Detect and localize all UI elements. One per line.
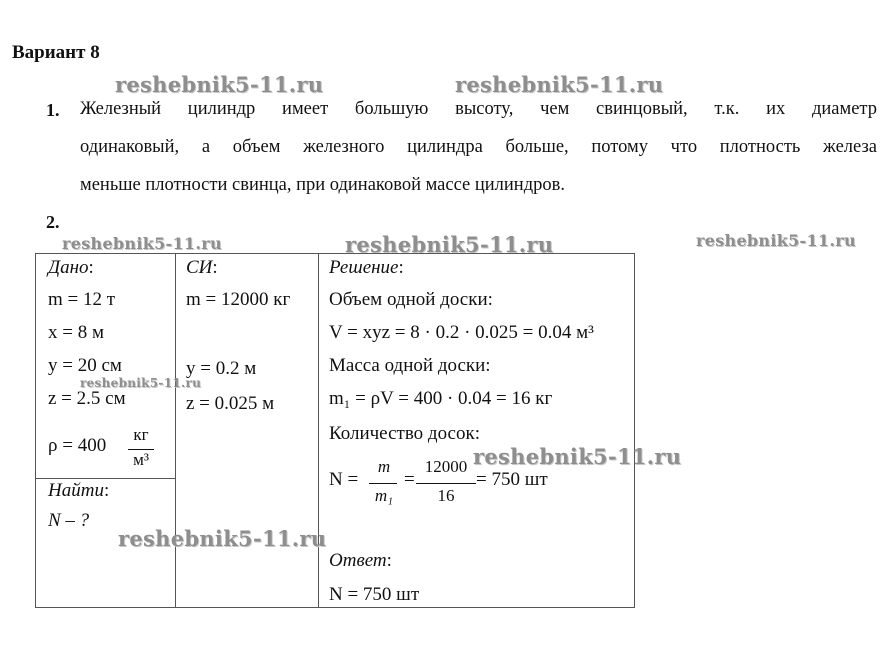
fraction-1-denominator: m₁ [374,486,394,505]
count-label: Количество досок: [329,423,480,444]
column-divider [175,254,176,607]
count-lhs: N = [329,469,359,490]
column-divider [318,254,319,607]
watermark: reshebnik5-11.ru [80,376,202,390]
watermark: reshebnik5-11.ru [473,444,682,469]
watermark: reshebnik5-11.ru [62,234,222,253]
problem-2-number: 2. [46,212,60,232]
mass-label: Масса одной доски: [329,355,491,376]
problem-1-number: 1. [46,100,60,120]
find-header: Найти: [48,480,110,501]
mass-formula: m₁ = ρV = 400 · 0.04 = 16 кг [329,388,553,409]
si-header: СИ: [186,257,218,278]
si-mass: m = 12000 кг [186,289,291,310]
volume-formula: V = xyz = 8 · 0.2 · 0.025 = 0.04 м³ [329,322,594,343]
watermark: reshebnik5-11.ru [115,72,324,97]
given-mass: m = 12 т [48,289,116,310]
density-unit-denominator: м³ [133,450,149,469]
si-thickness: z = 0.025 м [186,393,275,414]
given-length: x = 8 м [48,322,104,343]
answer-value: N = 750 шт [329,584,420,605]
solution-header: Решение: [329,257,404,278]
given-find-divider [36,478,175,479]
equals-sign: = [404,469,415,490]
density-unit-numerator: кг [133,425,149,444]
given-density: ρ = 400 [48,435,107,456]
count-result: = 750 шт [476,469,548,490]
fraction-2-numerator: 12000 [424,457,468,476]
volume-label: Объем одной доски: [329,289,493,310]
fraction-1-bar [369,483,397,484]
problem-1-line-3: меньше плотности свинца, при одинаковой массе цилиндров. [80,175,565,195]
watermark: reshebnik5-11.ru [455,72,664,97]
watermark: reshebnik5-11.ru [118,526,327,551]
fraction-2-denominator: 16 [437,486,455,505]
find-value: N – ? [48,510,90,531]
solution-table [35,253,635,608]
problem-1-line-2: одинаковый, а объем железного цилиндра больше, потому что плотность железа [80,137,877,157]
fraction-2-bar [416,483,476,484]
given-width: y = 20 см [48,355,122,376]
watermark: reshebnik5-11.ru [696,231,856,250]
answer-header: Ответ: [329,550,392,571]
si-width: y = 0.2 м [186,358,257,379]
given-thickness: z = 2.5 см [48,388,126,409]
problem-1-line-1: Железный цилиндр имеет большую высоту, чем свинцовый, т.к. их диаметр [80,99,877,119]
given-header: Дано: [48,257,94,278]
variant-heading: Вариант 8 [12,42,100,63]
watermark: reshebnik5-11.ru [345,232,554,257]
fraction-1-numerator: m [377,457,391,476]
